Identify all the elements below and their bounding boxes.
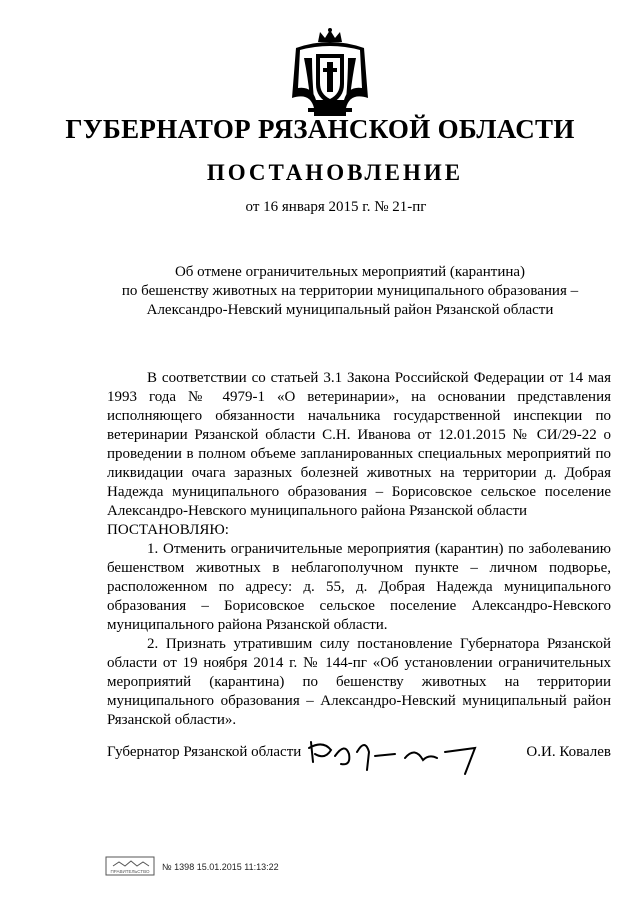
clause-2: 2. Признать утратившим силу постановление Губернатора Рязанской области от 19 ноября 2014 г. № 144-пг «Об установлении ограничительных мероприятий (карантина) по бешенству животных на территории муниципального образования – Александро-Невский муниципальный район Рязанской области». bbox=[107, 636, 611, 728]
handwritten-signature bbox=[305, 732, 505, 776]
subject-line: Об отмене ограничительных мероприятий (карантина) bbox=[174, 264, 526, 280]
subject-line: Александро-Невский муниципальный район Рязанской области bbox=[146, 302, 554, 318]
registration-value: 1398 15.01.2015 11:13:22 bbox=[174, 862, 279, 872]
registration-number bbox=[162, 862, 279, 872]
document-date-number: от 16 января 2015 г. № 21-пг bbox=[245, 199, 427, 215]
document-issuer: ГУБЕРНАТОР РЯЗАНСКОЙ ОБЛАСТИ bbox=[65, 114, 575, 144]
signatory-title: Губернатор Рязанской области bbox=[107, 744, 302, 760]
subject-line: по бешенству животных на территории муниципального образования – bbox=[121, 283, 579, 299]
government-stamp-icon bbox=[105, 856, 155, 876]
signature-block bbox=[107, 744, 611, 784]
preamble-paragraph: В соответствии со статьей 3.1 Закона Российской Федерации от 14 мая 1993 года № 4979-1 «О ветеринарии», на основании представления исполняющего обязанности начальника государственной инспекции по ветеринарии Рязанской области С.Н. Иванова от 12.01.2015 № СИ/29-22 о проведении в полном объеме запланированных специальных мероприятий по ликвидации очага заразных болезней животных на территории д. Добрая Надежда муниципального образования – Борисовское сельское поселение Александро-Невского муниципального района Рязанской области bbox=[107, 370, 611, 519]
document-type: ПОСТАНОВЛЕНИЕ bbox=[206, 160, 464, 185]
registration-icon: № bbox=[162, 862, 172, 872]
document-subject bbox=[100, 263, 600, 320]
svg-text:ПРАВИТЕЛЬСТВО: ПРАВИТЕЛЬСТВО bbox=[110, 869, 150, 874]
signatory-name: О.И. Ковалев bbox=[526, 744, 611, 760]
resolve-heading: ПОСТАНОВЛЯЮ: bbox=[107, 522, 229, 538]
coat-of-arms-icon bbox=[290, 28, 370, 120]
clause-1: 1. Отменить ограничительные мероприятия (карантин) по заболеванию бешенством животных в неблагополучном пункте – личном подворье, расположенном по адресу: д. 55, д. Добрая Надежда муниципального образования – Борисовское сельское поселение Александро-Невского муниципального района Рязанской области. bbox=[107, 541, 611, 633]
document-body bbox=[107, 369, 611, 730]
